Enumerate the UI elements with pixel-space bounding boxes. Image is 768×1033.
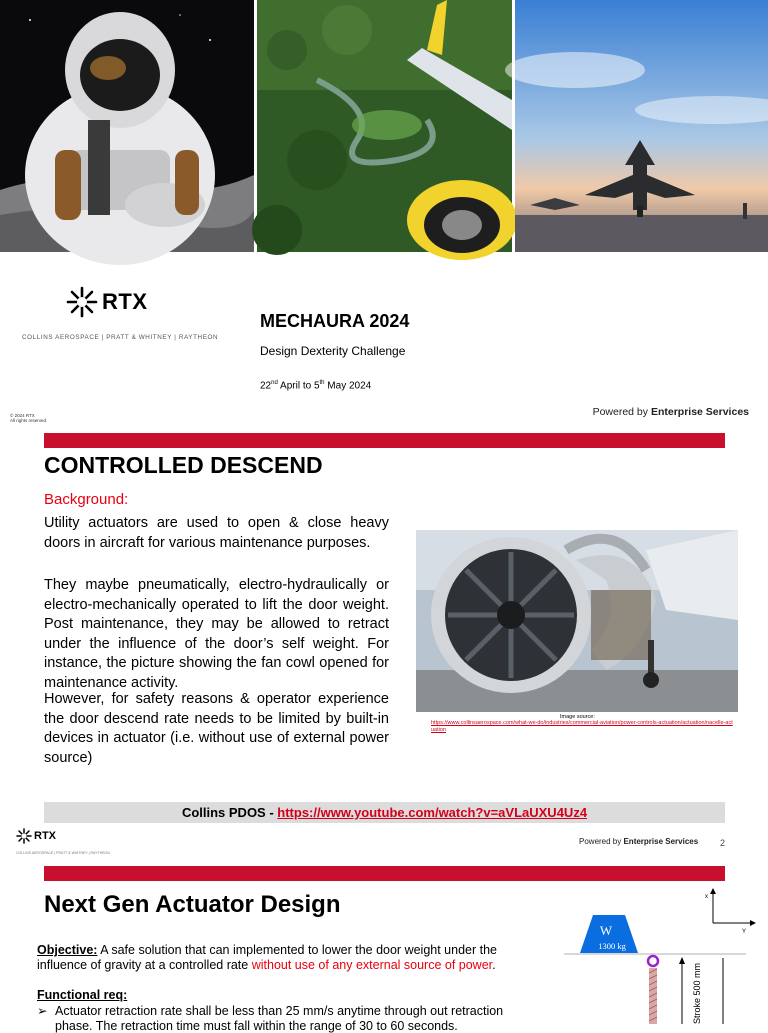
page-number: 2 [720,838,726,848]
slide-title: Next Gen Actuator Design [44,891,341,918]
rtx-logo [66,286,148,318]
paragraph-utility-actuators: Utility actuators are used to open & close heavy doors in aircraft for various maintenance purposes. [44,515,389,551]
astronaut-photo-icon [0,0,254,252]
weight-value: 1300 kg [598,941,626,951]
actuator-pivot [648,956,658,966]
powered-by-small: Powered by Enterprise Services [579,837,699,846]
pdos-video-link[interactable]: https://www.youtube.com/watch?v=aVLaUXU4Uz4 [277,805,588,820]
paragraph-operation: They maybe pneumatically, electro-hydraulically or electro-mechanically operated to lift the door weight. Post maintenance, they may be allowed to retract under the influence of the door’s self weight. For instance, the picture showing the fan cowl opened for maintenance activity. [44,577,389,691]
background-label: Background: [44,491,129,508]
requirement-item: ➢ Actuator retraction rate shall be less than 25 mm/s anytime through out retraction [37,1004,504,1018]
rtx-logo-small [16,828,56,844]
cover-slide [0,0,768,428]
next-gen-actuator-slide [0,828,768,1033]
collins-pdos-bar: Collins PDOS - https://www.youtube.com/watch?v=aVLaUXU4Uz4 [44,802,725,823]
arrow-bullet-icon: ➢ [37,1004,48,1018]
cover-subtitle: Design Dexterity Challenge [260,344,406,358]
requirement-item-continuation: phase. The retraction time must fall within the range of 30 to 60 seconds. [55,1019,458,1033]
image-source-label: Image source: [560,714,595,720]
image-source-link[interactable]: https://www.collinsaerospace.com/what-we-do/industries/commercial-aviation/power-controls-actuation/actuation/nacelle-actuation [431,720,733,733]
rtx-tagline-small: COLLINS AEROSPACE | PRATT & WHITNEY | RAYTHEON [16,851,110,855]
stroke-label: Stroke 500 mm [692,962,702,1024]
paragraph-safety: However, for safety reasons & operator experience the door descend rate needs to be limited by built-in devices in actuator (i.e. without use of external power source) [44,691,389,766]
functional-req-label: Functional req: [37,988,128,1002]
actuator-diagram [560,878,768,1024]
copyright-notice: © 2024 RTX All rights reserved. [10,413,48,423]
axis-y-arrow-icon [750,920,756,926]
header-red-bar [44,433,725,448]
engine-fan-cowl-photo-icon [416,530,738,712]
objective-text: Objective: A safe solution that can implemented to lower the door weight under the influence of gravity at a controlled rate without use of any external source of power. [37,943,497,972]
stroke-arrow-icon [679,957,685,964]
controlled-descend-slide [0,428,768,828]
rainforest-wing-photo-icon [257,0,512,252]
axis-y-label: Y [742,929,747,935]
axis-x-arrow-icon [710,888,716,894]
cover-title: MECHAURA 2024 [260,311,410,331]
slide-title: CONTROLLED DESCEND [44,452,323,478]
rtx-burst-icon [66,286,98,318]
rtx-burst-icon [16,828,32,844]
axis-x-label: x [705,894,708,900]
powered-by: Powered by Enterprise Services [592,406,749,418]
weight-label: W [599,923,613,938]
rtx-wordmark-small: RTX [34,830,56,842]
fighter-jet-photo-icon [515,0,768,252]
rtx-wordmark: RTX [102,289,148,314]
cover-dates: 22nd April to 5th May 2024 [260,380,372,392]
rtx-tagline: COLLINS AEROSPACE | PRATT & WHITNEY | RAYTHEON [22,334,219,341]
